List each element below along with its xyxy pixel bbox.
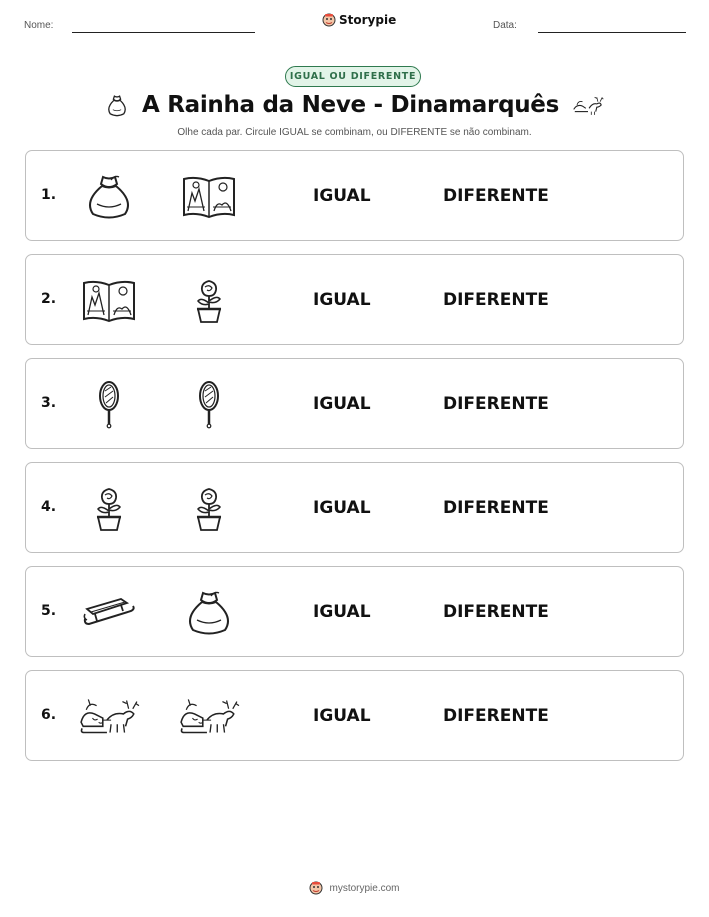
question-row-5: [25, 566, 684, 657]
instructions: Olhe cada par. Circule IGUAL se combinam, ou DIFERENTE se não combinam.: [177, 127, 532, 138]
question-row-4: [25, 462, 684, 553]
question-number: 1.: [41, 187, 57, 203]
footer: [0, 881, 709, 895]
question-number: 6.: [41, 707, 57, 723]
page-title: [0, 92, 709, 118]
brand-name: Storypie: [339, 13, 397, 27]
reindeer-sleigh-icon: [571, 94, 605, 116]
rose-icon: [81, 483, 137, 533]
question-row-2: [25, 254, 684, 345]
option-diferente[interactable]: DIFERENTE: [443, 602, 549, 622]
option-diferente[interactable]: DIFERENTE: [443, 706, 549, 726]
option-diferente[interactable]: DIFERENTE: [443, 290, 549, 310]
option-diferente[interactable]: DIFERENTE: [443, 394, 549, 414]
storypie-mascot-icon: [309, 881, 323, 895]
question-number: 3.: [41, 395, 57, 411]
question-row-3: [25, 358, 684, 449]
sack-icon: [81, 171, 137, 221]
sack-icon: [104, 92, 130, 118]
rose-icon: [181, 275, 237, 325]
name-label: Nome:: [24, 20, 54, 31]
sack-icon: [181, 587, 237, 637]
option-igual[interactable]: IGUAL: [313, 706, 371, 726]
option-igual[interactable]: IGUAL: [313, 602, 371, 622]
storypie-mascot-icon: [322, 13, 336, 27]
date-line[interactable]: [538, 32, 686, 33]
rose-icon: [181, 483, 237, 533]
option-diferente[interactable]: DIFERENTE: [443, 186, 549, 206]
option-igual[interactable]: IGUAL: [313, 290, 371, 310]
worksheet-type-badge: IGUAL OU DIFERENTE: [285, 66, 421, 87]
name-line[interactable]: [72, 32, 255, 33]
option-igual[interactable]: IGUAL: [313, 186, 371, 206]
footer-url[interactable]: mystorypie.com: [329, 882, 400, 894]
question-number: 4.: [41, 499, 57, 515]
option-diferente[interactable]: DIFERENTE: [443, 498, 549, 518]
reindeer-sleigh-icon: [178, 691, 240, 741]
date-label: Data:: [493, 20, 517, 31]
mirror-icon: [81, 379, 137, 429]
book-icon: [181, 171, 237, 221]
option-igual[interactable]: IGUAL: [313, 394, 371, 414]
reindeer-sleigh-icon: [78, 691, 140, 741]
question-row-1: [25, 150, 684, 241]
book-icon: [81, 275, 137, 325]
title-text: A Rainha da Neve - Dinamarquês: [141, 92, 560, 118]
option-igual[interactable]: IGUAL: [313, 498, 371, 518]
question-number: 5.: [41, 603, 57, 619]
question-number: 2.: [41, 291, 57, 307]
sled-icon: [81, 587, 137, 637]
question-row-6: [25, 670, 684, 761]
mirror-icon: [181, 379, 237, 429]
brand-logo: [322, 13, 396, 27]
